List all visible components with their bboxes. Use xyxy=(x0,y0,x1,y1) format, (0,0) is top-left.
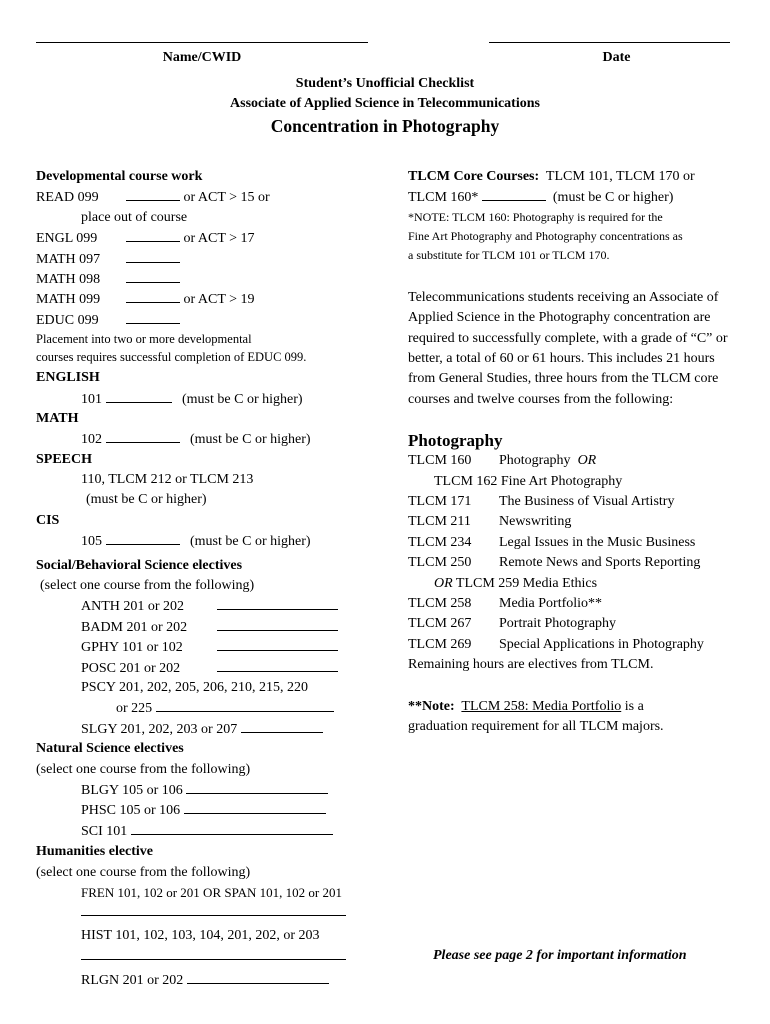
math-rest: (must be C or higher) xyxy=(190,432,311,448)
course-code: TLCM 171 xyxy=(408,494,472,509)
course-row-tlcm160 xyxy=(408,451,748,471)
math098-blank[interactable] xyxy=(126,269,180,283)
math-row xyxy=(36,429,391,449)
course-code: TLCM 250 xyxy=(408,555,472,571)
slgy-row xyxy=(36,719,391,739)
course-title: Portrait Photography xyxy=(499,616,617,632)
math-blank[interactable] xyxy=(106,429,180,443)
blgy-course: BLGY 105 or 106 xyxy=(81,782,183,798)
slgy-course: SLGY 201, 202, 203 or 207 xyxy=(81,721,238,737)
hist-row: HIST 101, 102, 103, 104, 201, 202, or 203 xyxy=(81,928,320,944)
rlgn-row xyxy=(36,970,391,990)
phsc-course: PHSC 105 or 106 xyxy=(81,803,181,819)
educ-course: EDUC 099 xyxy=(36,312,99,328)
speech-rest: (must be C or higher) xyxy=(86,492,207,508)
portfolio-link: TLCM 258: Media Portfolio xyxy=(461,698,622,714)
core-line-1: TLCM 101, TLCM 170 or xyxy=(545,169,695,184)
sci-row xyxy=(36,821,391,841)
phsc-blank[interactable] xyxy=(184,800,326,814)
read-course: READ 099 xyxy=(36,190,99,206)
anth-row xyxy=(36,596,391,616)
core-rest: (must be C or higher) xyxy=(552,190,674,206)
course-row-tlcm171 xyxy=(408,492,748,512)
course-title: Newswriting xyxy=(499,514,572,530)
anth-course: ANTH 201 or 202 xyxy=(81,599,185,615)
math097-course: MATH 097 xyxy=(36,251,101,267)
cis-course-num: 105 xyxy=(81,534,102,550)
humanities-subheading: (select one course from the following) xyxy=(36,864,251,880)
core-row-1 xyxy=(408,167,748,187)
core-heading: TLCM Core Courses: xyxy=(408,169,540,184)
course-row-tlcm259 xyxy=(408,574,748,594)
placement-note-1: Placement into two or more developmental xyxy=(36,332,252,347)
course-title: Legal Issues in the Music Business xyxy=(499,534,696,550)
badm-blank[interactable] xyxy=(217,617,338,631)
educ-blank[interactable] xyxy=(126,310,180,324)
checklist-title: Student’s Unofficial Checklist xyxy=(295,76,475,91)
core-note-3: a substitute for TLCM 101 or TLCM 170. xyxy=(408,247,610,262)
pscy-or: or 225 xyxy=(116,701,153,717)
portfolio-note-row xyxy=(408,697,748,717)
course-row-tlcm258 xyxy=(408,594,748,614)
course-title: Special Applications in Photography xyxy=(499,636,704,652)
speech-options: 110, TLCM 212 or TLCM 213 xyxy=(81,472,254,488)
or-word: OR xyxy=(434,575,453,591)
portfolio-note-line-2: graduation requirement for all TLCM majors. xyxy=(408,718,664,734)
course-title: The Business of Visual Artistry xyxy=(499,494,675,509)
social-heading: Social/Behavioral Science electives xyxy=(36,557,243,573)
humanities-heading: Humanities elective xyxy=(36,844,154,860)
pscy-blank[interactable] xyxy=(156,698,334,712)
engl-row xyxy=(36,228,391,248)
cis-heading: CIS xyxy=(36,512,60,528)
math099-rest: or ACT > 19 xyxy=(183,292,255,308)
name-cwid-line[interactable] xyxy=(36,42,368,43)
cis-row xyxy=(36,531,391,551)
read-rest: or ACT > 15 or xyxy=(183,190,270,206)
course-title: Remote News and Sports Reporting xyxy=(499,555,701,571)
course-row-tlcm269 xyxy=(408,635,748,655)
phsc-row xyxy=(36,800,391,820)
sci-blank[interactable] xyxy=(131,821,333,835)
course-title: Photography xyxy=(499,453,571,469)
badm-course: BADM 201 or 202 xyxy=(81,619,188,635)
photography-heading: Photography xyxy=(408,431,503,451)
course-code: TLCM 258 xyxy=(408,595,472,611)
remaining-hours: Remaining hours are electives from TLCM. xyxy=(408,657,654,673)
course-title: Media Portfolio** xyxy=(499,595,603,611)
date-label: Date xyxy=(602,50,631,65)
anth-blank[interactable] xyxy=(217,596,338,610)
cis-rest: (must be C or higher) xyxy=(190,534,311,550)
date-line[interactable] xyxy=(489,42,730,43)
course-code: TLCM 269 xyxy=(408,636,472,652)
right-column xyxy=(408,167,748,737)
read-row xyxy=(36,187,391,207)
core-row-2 xyxy=(408,187,748,207)
degree-title: Associate of Applied Science in Telecommunications xyxy=(230,96,540,111)
blgy-blank[interactable] xyxy=(186,780,328,794)
read-blank[interactable] xyxy=(126,187,180,201)
course-row-tlcm234 xyxy=(408,533,748,553)
course-row-tlcm267 xyxy=(408,614,748,634)
course-row-tlcm162: TLCM 162 Fine Art Photography xyxy=(434,473,623,489)
name-cwid-label: Name/CWID xyxy=(162,50,242,65)
gphy-row xyxy=(36,637,391,657)
gphy-blank[interactable] xyxy=(217,637,338,651)
cis-blank[interactable] xyxy=(106,531,180,545)
slgy-blank[interactable] xyxy=(241,719,323,733)
course-code: TLCM 234 xyxy=(408,534,472,550)
concentration-title: Concentration in Photography xyxy=(270,116,500,136)
posc-blank[interactable] xyxy=(217,658,338,672)
pscy-row: PSCY 201, 202, 205, 206, 210, 215, 220 xyxy=(81,679,309,695)
natural-subheading: (select one course from the following) xyxy=(36,761,251,777)
educ-row xyxy=(36,310,391,330)
footer-note: Please see page 2 for important information xyxy=(433,948,687,963)
english-course-num: 101 xyxy=(81,391,102,407)
speech-heading: SPEECH xyxy=(36,451,93,467)
engl-course: ENGL 099 xyxy=(36,231,98,247)
blgy-row xyxy=(36,780,391,800)
fren-span-row: FREN 101, 102 or 201 OR SPAN 101, 102 or 201 xyxy=(81,884,342,900)
hist-blank[interactable] xyxy=(81,959,346,960)
posc-course: POSC 201 or 202 xyxy=(81,660,181,676)
posc-row xyxy=(36,658,391,678)
math-heading: MATH xyxy=(36,410,79,426)
note-label: **Note: xyxy=(408,698,455,714)
natural-heading: Natural Science electives xyxy=(36,741,184,757)
core-note-2: Fine Art Photography and Photography concentrations as xyxy=(408,228,683,243)
math099-course: MATH 099 xyxy=(36,292,101,308)
course-row-tlcm250 xyxy=(408,553,748,573)
rlgn-blank[interactable] xyxy=(187,970,329,984)
engl-rest: or ACT > 17 xyxy=(183,231,255,247)
pscy-or-row xyxy=(36,698,391,718)
engl-blank[interactable] xyxy=(126,228,180,242)
course-code: TLCM 160 xyxy=(408,453,472,469)
or-word: OR xyxy=(577,453,597,469)
math097-row xyxy=(36,249,391,269)
english-rest: (must be C or higher) xyxy=(182,391,303,407)
course-code: TLCM 211 xyxy=(408,514,471,530)
social-subheading: (select one course from the following) xyxy=(40,578,255,594)
math098-course: MATH 098 xyxy=(36,271,101,287)
math098-row xyxy=(36,269,391,289)
note-rest: is a xyxy=(624,698,644,714)
left-column xyxy=(36,167,391,990)
tlcm259-text: TLCM 259 Media Ethics xyxy=(455,575,598,591)
math099-row xyxy=(36,289,391,309)
badm-row xyxy=(36,617,391,637)
requirements-paragraph: Telecommunications students receiving an Associate of Applied Science in the Photography concentration are required to successfully complete, with a grade of “C” or better, a total of 60 or 61 hours. This includes 21 hours from General Studies, three hours from the TLCM core courses and twelve courses from the following: xyxy=(408,289,728,407)
fren-span-blank[interactable] xyxy=(81,915,346,916)
developmental-heading: Developmental course work xyxy=(36,169,203,184)
core-tlcm160: TLCM 160* xyxy=(408,190,479,206)
rlgn-course: RLGN 201 or 202 xyxy=(81,972,184,988)
math099-blank[interactable] xyxy=(126,289,180,303)
course-code: TLCM 267 xyxy=(408,616,472,632)
sci-course: SCI 101 xyxy=(81,823,128,839)
core-blank[interactable] xyxy=(482,187,546,201)
gphy-course: GPHY 101 or 102 xyxy=(81,640,183,656)
core-note-1: *NOTE: TLCM 160: Photography is required for the xyxy=(408,209,663,224)
english-blank[interactable] xyxy=(106,389,172,403)
math097-blank[interactable] xyxy=(126,249,180,263)
course-row-tlcm211 xyxy=(408,512,748,532)
placement-note-2: courses requires successful completion of EDUC 099. xyxy=(36,350,307,365)
english-heading: ENGLISH xyxy=(36,370,100,386)
english-row xyxy=(36,389,391,409)
math-course-num: 102 xyxy=(81,432,102,448)
place-out-text: place out of course xyxy=(81,209,188,225)
